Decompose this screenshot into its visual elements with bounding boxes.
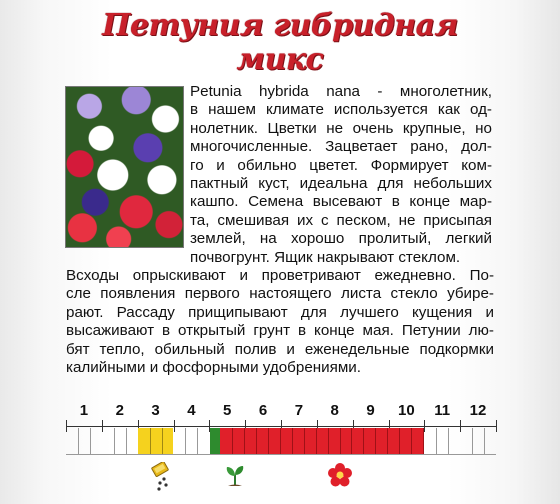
growing-calendar bbox=[66, 400, 496, 460]
calendar-period-bars bbox=[66, 428, 496, 454]
calendar-month-2: 2 bbox=[115, 402, 124, 419]
calendar-month-3: 3 bbox=[151, 402, 160, 419]
seedling-icon bbox=[224, 464, 246, 488]
product-title-line1: Петуния гибридная bbox=[102, 8, 458, 43]
description-line: го и обильно цветет. Формирует ком- bbox=[190, 156, 492, 174]
petunia-flowers-photo bbox=[65, 86, 184, 248]
description-line: Petunia hybrida nana - многолетник, bbox=[190, 83, 492, 100]
calendar-month-9: 9 bbox=[366, 402, 375, 419]
description-right-column bbox=[190, 83, 492, 267]
description-line: калийными и фосфорными удобрениями. bbox=[66, 359, 362, 377]
description-line: высаживают в открытый грунт в конце мая. Петунии лю- bbox=[66, 322, 494, 340]
description-line: рают. Рассаду прищипывают для лучшего кущения и bbox=[66, 303, 494, 321]
description-line: нолетник. Цветки не очень крупные, но bbox=[190, 119, 492, 137]
calendar-month-8: 8 bbox=[330, 402, 339, 419]
sowing-period-bar bbox=[138, 428, 174, 454]
calendar-month-5: 5 bbox=[223, 402, 232, 419]
description-line: кашпо. Семена высевают в конце мар- bbox=[190, 193, 492, 211]
calendar-month-12: 12 bbox=[469, 402, 487, 419]
description-line: Всходы опрыскивают и проветривают ежедневно. По- bbox=[66, 267, 494, 284]
description-line: почвогрунт. Ящик накрывают стеклом. bbox=[190, 248, 461, 266]
description-line: многочисленные. Зацветает рано, дол- bbox=[190, 138, 492, 156]
calendar-month-6: 6 bbox=[258, 402, 268, 419]
description-full-width bbox=[66, 267, 494, 377]
calendar-month-11: 11 bbox=[434, 402, 451, 419]
calendar-bottom-line bbox=[66, 454, 496, 455]
description-line: сле появления первого настоящего листа стекло убире- bbox=[66, 285, 494, 303]
flower-icon bbox=[327, 462, 353, 488]
calendar-month-7: 7 bbox=[294, 402, 304, 419]
seed-sowing-icon bbox=[148, 462, 174, 492]
product-title-line2: микс bbox=[236, 42, 324, 77]
calendar-month-10: 10 bbox=[398, 402, 415, 419]
calendar-month-numbers bbox=[66, 400, 496, 422]
calendar-month-4: 4 bbox=[187, 402, 196, 419]
description-line: бят тепло, обильный полив и еженедельные подкормки bbox=[66, 340, 494, 358]
description-line: пактный куст, идеальна для небольших bbox=[190, 175, 492, 193]
calendar-tick bbox=[496, 420, 497, 432]
description-line: землей, на хорошо пролитый, легкий bbox=[190, 230, 492, 248]
flowering-period-bar bbox=[220, 428, 424, 454]
description-line: та, смешивая их с песком, не присыпая bbox=[190, 211, 492, 229]
calendar-month-1: 1 bbox=[79, 402, 89, 419]
description-line: в нашем климате используется как од- bbox=[190, 101, 492, 119]
